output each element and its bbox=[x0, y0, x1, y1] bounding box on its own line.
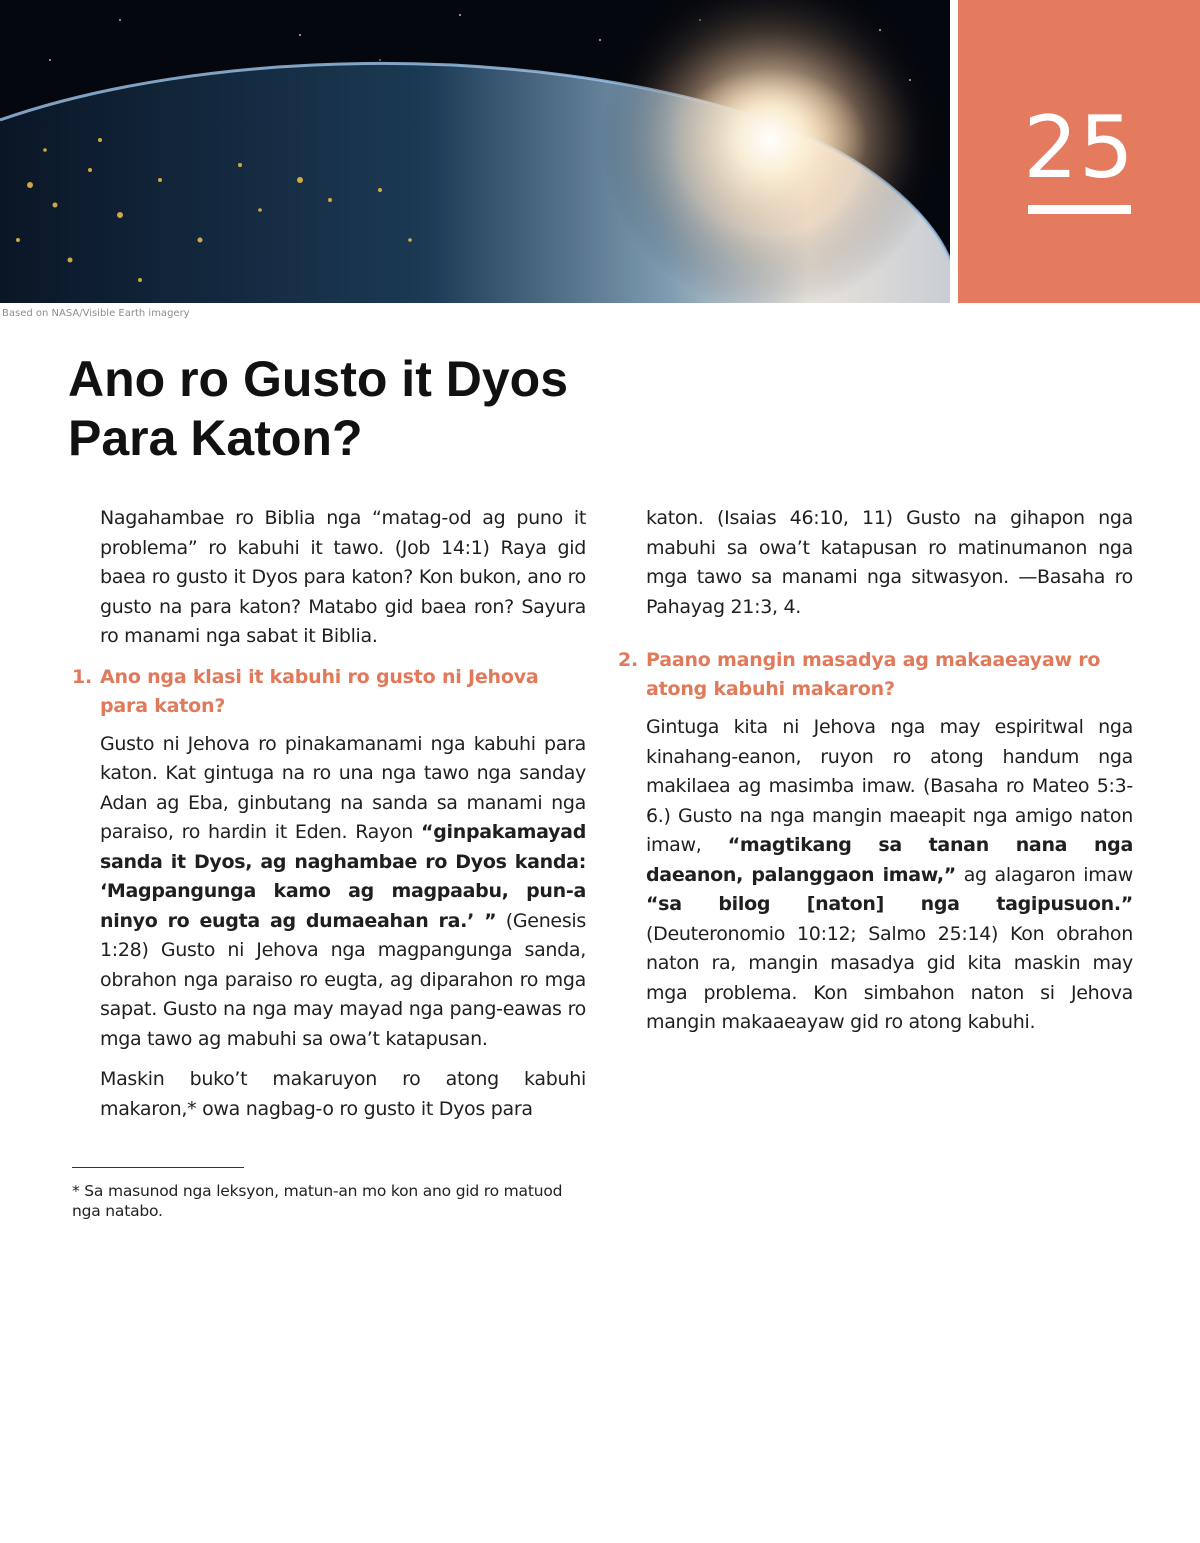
page-title-line1: Ano ro Gusto it Dyos bbox=[68, 351, 568, 407]
lesson-number: 25 bbox=[1023, 98, 1135, 198]
footnote-divider bbox=[72, 1167, 244, 1168]
section-2-quote-2: “sa bilog [naton] nga tagipusuon.” bbox=[646, 893, 1133, 915]
right-column bbox=[618, 504, 1134, 1049]
section-1-quote: “ginpakamayad sanda it Dyos, ag naghambae ro Dyos kanda: ‘Magpangunga kamo ag magpaabu, pun-a ninyo ro eugta ag dumaeahan ra.’ ” bbox=[100, 821, 586, 932]
section-2-paragraph-1 bbox=[646, 713, 1133, 1038]
section-1-text-a: Gusto ni Jehova ro pinakamanami nga kabuhi para katon. Kat gintuga na ro una nga tawo nga sanday Adan ag Eba, ginbutang na sanda sa manami nga paraiso, ro hardin it Eden. Rayon bbox=[100, 732, 586, 843]
section-2-text-a: Gintuga kita ni Jehova nga may espiritwal nga kinahang-eanon, ruyon ro atong handum nga makilaea ag masimba imaw. (Basaha ro Mateo 5:3-6.) Gusto na nga mangin maeapit nga amigo naton imaw, bbox=[646, 716, 1133, 856]
question-1-number: 1. bbox=[72, 665, 93, 688]
intro-paragraph: Nagahambae ro Biblia nga “matag-od ag puno it problema” ro kabuhi it tawo. (Job 14:1) Raya gid baea ro gusto it Dyos para katon? Kon bukon, ano ro gusto na para katon? Matabo gid baea ron? Sayura ro manami nga sabat it Biblia. bbox=[100, 507, 586, 647]
section-1-paragraph-1 bbox=[100, 730, 586, 1055]
page-title bbox=[68, 350, 768, 468]
question-2-text: Paano mangin masadya ag makaaeayaw ro atong kabuhi makaron? bbox=[646, 649, 1101, 700]
section-1-text-b: (Genesis 1:28) Gusto ni Jehova nga magpangunga sanda, obrahon nga paraiso ro eugta, ag diparahon ro mga sapat. Gusto na nga may mayad nga pang-eawas ro mga tawo ag mabuhi sa owa’t katapusan. bbox=[100, 909, 586, 1050]
lesson-number-underline bbox=[1028, 205, 1131, 214]
section-1-paragraph-2-start: Maskin buko’t makaruyon ro atong kabuhi makaron,* owa nagbag-o ro gusto it Dyos para bbox=[100, 1068, 586, 1120]
question-2 bbox=[618, 646, 1133, 704]
left-column bbox=[72, 504, 586, 1135]
section-2-text-b: (Deuteronomio 10:12; Salmo 25:14) Kon obrahon naton ra, mangin masadya gid kita maskin may mga problema. Kon simbahon naton si Jehova mangin makaaeayaw gid ro atong kabuhi. bbox=[646, 922, 1133, 1033]
lesson-number-box bbox=[958, 0, 1200, 303]
page-title-line2: Para Katon? bbox=[68, 410, 363, 466]
image-credit: Based on NASA/Visible Earth imagery bbox=[2, 308, 190, 319]
earth-banner-image bbox=[0, 0, 950, 303]
section-2-quote-1: “magtikang sa tanan nana nga daeanon, palanggaon imaw,” bbox=[646, 834, 1134, 886]
question-1-text: Ano nga klasi it kabuhi ro gusto ni Jehova para katon? bbox=[100, 665, 539, 717]
section-2-text-mid: ag alagaron imaw bbox=[955, 863, 1133, 886]
question-2-number: 2. bbox=[618, 649, 639, 671]
section-1-paragraph-2-end: katon. (Isaias 46:10, 11) Gusto na gihapon nga mabuhi sa owa’t katapusan ro matinumanon nga mga tawo sa manami nga sitwasyon. —Basaha ro Pahayag 21:3, 4. bbox=[646, 507, 1133, 618]
earth-illustration bbox=[0, 0, 950, 303]
footnote: * Sa masunod nga leksyon, matun-an mo kon ano gid ro matuod nga natabo. bbox=[72, 1182, 563, 1220]
question-1 bbox=[72, 663, 586, 721]
